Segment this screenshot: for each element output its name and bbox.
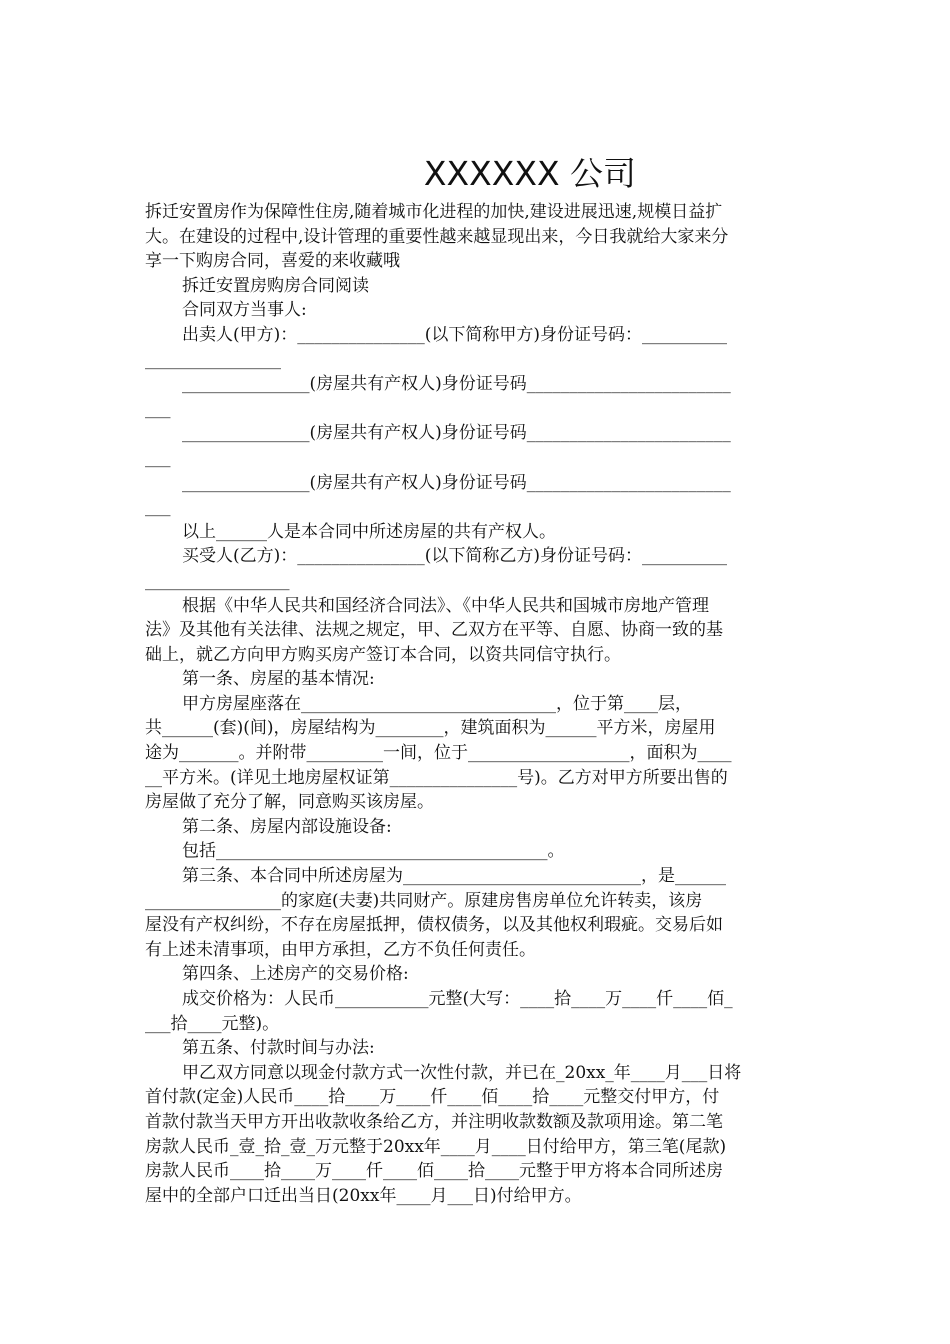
text-line: ________________的家庭(夫妻)共同财产。原建房售房单位允许转卖，该房 [145, 890, 703, 911]
text-line: _______________(房屋共有产权人)身份证号码________________________ [182, 374, 731, 395]
text-line: 途为_______。并附带_________一间，位于___________________，面积为____ [145, 743, 732, 764]
text-line: 有上述未清事项，由甲方承担，乙方不负任何责任。 [145, 939, 536, 960]
text-line: 第四条、上述房产的交易价格: [182, 964, 409, 985]
text-line: 第二条、房屋内部设施设备: [182, 816, 392, 837]
text-line: 首款付款当天甲方开出收款收条给乙方，并注明收款数额及款项用途。第二笔 [145, 1111, 723, 1132]
text-line: ___拾____元整)。 [145, 1013, 280, 1034]
text-line: _______________(房屋共有产权人)身份证号码________________________ [182, 423, 731, 444]
text-line: ___ [145, 497, 171, 518]
text-line: 合同双方当事人: [182, 300, 307, 321]
text-line: 包括_______________________________________。 [182, 841, 565, 862]
text-line: 成交价格为：人民币___________元整(大写：____拾____万____仟____佰_ [182, 989, 733, 1009]
text-line: 第五条、付款时间与办法: [182, 1038, 375, 1059]
text-line: 买受人(乙方)：_______________(以下简称乙方)身份证号码：__________ [182, 546, 728, 567]
text-line: 屋没有产权纠纷，不存在房屋抵押，债权债务，以及其他权利瑕疵。交易后如 [145, 915, 723, 936]
text-line: __平方米。(详见土地房屋权证第_______________号)。乙方对甲方所要出售的 [145, 767, 728, 788]
text-line: 房款人民币_壹_拾_壹_万元整于20xx年____月____日付给甲方，第三笔(尾款) [145, 1136, 727, 1157]
document-title: XXXXXX 公司 [423, 154, 637, 193]
text-line: 第三条、本合同中所述房屋为____________________________，是______ [182, 866, 726, 887]
text-line: 拆迁安置房购房合同阅读 [182, 275, 369, 296]
text-line: 甲乙双方同意以现金付款方式一次性付款，并已在_20xx_年____月___日将 [182, 1062, 742, 1083]
text-line: 础上，就乙方向甲方购买房产签订本合同，以资共同信守执行。 [145, 644, 621, 665]
document-body [145, 200, 807, 1208]
text-line: 首付款(定金)人民币____拾____万____仟____佰____拾____元整交付甲方，付 [145, 1087, 720, 1108]
text-line: ________________ [145, 349, 281, 370]
text-line: 以上______人是本合同中所述房屋的共有产权人。 [182, 521, 556, 542]
text-line: ___ [145, 447, 171, 468]
text-line: 出卖人(甲方)：_______________(以下简称甲方)身份证号码：__________ [182, 324, 728, 345]
text-line: 享一下购房合同，喜爱的来收藏哦 [145, 251, 400, 272]
text-line: 根据《中华人民共和国经济合同法》、《中华人民共和国城市房地产管理 [182, 595, 709, 616]
text-line: 共______(套)(间)，房屋结构为________，建筑面积为______平方米，房屋用 [145, 718, 716, 739]
text-line: 甲方房屋座落在______________________________，位于第____层， [182, 693, 692, 714]
text-line: 第一条、房屋的基本情况: [182, 669, 375, 690]
text-line: 拆迁安置房作为保障性住房,随着城市化进程的加快,建设进展迅速,规模日益扩 [145, 202, 723, 222]
text-line: _______________(房屋共有产权人)身份证号码________________________ [182, 472, 731, 493]
text-line: 房款人民币____拾____万____仟____佰____拾____元整于甲方将本合同所述房 [145, 1161, 723, 1182]
text-line: 房屋做了充分了解，同意购买该房屋。 [145, 792, 434, 813]
text-line: 大。在建设的过程中,设计管理的重要性越来越显现出来，今日我就给大家来分 [145, 226, 729, 247]
text-line: ___ [145, 398, 171, 419]
text-line: 屋中的全部户口迁出当日(20xx年____月___日)付给甲方。 [145, 1185, 582, 1206]
text-line: _________________ [145, 570, 290, 591]
text-line: 法》及其他有关法律、法规之规定，甲、乙双方在平等、自愿、协商一致的基 [145, 620, 723, 641]
